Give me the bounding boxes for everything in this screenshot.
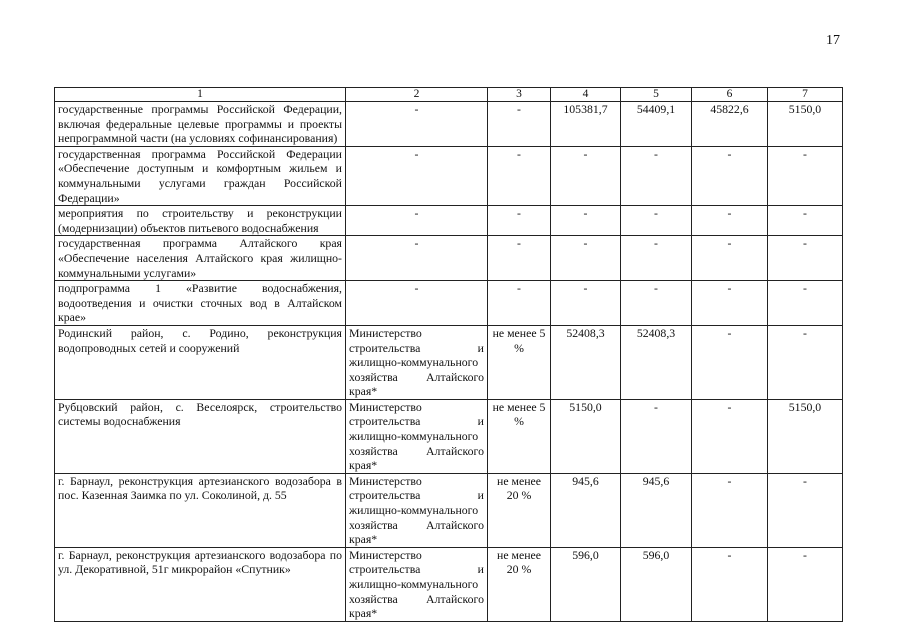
- year-amount-cell: -: [621, 399, 692, 473]
- year-amount-cell: -: [692, 325, 768, 399]
- year-amount-cell: -: [621, 146, 692, 205]
- year-amount-cell: -: [692, 473, 768, 547]
- total-amount-cell: -: [551, 281, 621, 326]
- year-amount-cell: -: [621, 236, 692, 281]
- cofinancing-cell: -: [488, 102, 551, 147]
- program-name-cell: государственная программа Российской Федерации «Обеспечение доступным и комфортным жильем и коммунальными услугами граждан Российской Федерации»: [55, 146, 346, 205]
- year-amount-cell: -: [768, 206, 843, 236]
- total-amount-cell: 945,6: [551, 473, 621, 547]
- cofinancing-cell: не менее 20 %: [488, 547, 551, 621]
- program-name-cell: мероприятия по строительству и реконструкции (модернизации) объектов питьевого водоснабжения: [55, 206, 346, 236]
- year-amount-cell: -: [768, 325, 843, 399]
- program-name-cell: государственные программы Российской Федерации, включая федеральные целевые программы и проекты непрограммной части (на условиях софинансирования): [55, 102, 346, 147]
- cofinancing-cell: -: [488, 206, 551, 236]
- total-amount-cell: -: [551, 146, 621, 205]
- total-amount-cell: 5150,0: [551, 399, 621, 473]
- year-amount-cell: -: [621, 281, 692, 326]
- column-header: 6: [692, 88, 768, 102]
- table-row: [55, 547, 843, 621]
- year-amount-cell: -: [692, 547, 768, 621]
- year-amount-cell: 945,6: [621, 473, 692, 547]
- table-row: [55, 146, 843, 205]
- total-amount-cell: 105381,7: [551, 102, 621, 147]
- program-name-cell: Рубцовский район, с. Веселоярск, строительство системы водоснабжения: [55, 399, 346, 473]
- cofinancing-cell: -: [488, 236, 551, 281]
- executor-cell: -: [346, 102, 488, 147]
- program-name-cell: Родинский район, с. Родино, реконструкция водопроводных сетей и сооружений: [55, 325, 346, 399]
- table-row: [55, 206, 843, 236]
- executor-cell: -: [346, 281, 488, 326]
- year-amount-cell: -: [692, 206, 768, 236]
- program-name-cell: подпрограмма 1 «Развитие водоснабжения, водоотведения и очистки сточных вод в Алтайском крае»: [55, 281, 346, 326]
- year-amount-cell: -: [621, 206, 692, 236]
- executor-cell: Министерство строительства и жилищно-коммунального хозяйства Алтайского края*: [346, 473, 488, 547]
- year-amount-cell: -: [768, 281, 843, 326]
- column-header: 2: [346, 88, 488, 102]
- column-header: 4: [551, 88, 621, 102]
- year-amount-cell: -: [768, 146, 843, 205]
- year-amount-cell: -: [692, 281, 768, 326]
- year-amount-cell: 45822,6: [692, 102, 768, 147]
- budget-table: [54, 87, 843, 622]
- total-amount-cell: 52408,3: [551, 325, 621, 399]
- table-row: [55, 473, 843, 547]
- year-amount-cell: 5150,0: [768, 399, 843, 473]
- year-amount-cell: -: [692, 399, 768, 473]
- year-amount-cell: -: [692, 146, 768, 205]
- table-row: [55, 281, 843, 326]
- total-amount-cell: -: [551, 236, 621, 281]
- year-amount-cell: 54409,1: [621, 102, 692, 147]
- cofinancing-cell: не менее 5 %: [488, 399, 551, 473]
- year-amount-cell: -: [768, 236, 843, 281]
- total-amount-cell: -: [551, 206, 621, 236]
- year-amount-cell: 596,0: [621, 547, 692, 621]
- page-number: 17: [826, 33, 840, 48]
- table-row: [55, 236, 843, 281]
- table-row: [55, 399, 843, 473]
- column-header: 7: [768, 88, 843, 102]
- table-row: [55, 102, 843, 147]
- table-row: [55, 325, 843, 399]
- column-header: 3: [488, 88, 551, 102]
- program-name-cell: г. Барнаул, реконструкция артезианского водозабора в пос. Казенная Заимка по ул. Соколиной, д. 55: [55, 473, 346, 547]
- column-header: 5: [621, 88, 692, 102]
- total-amount-cell: 596,0: [551, 547, 621, 621]
- year-amount-cell: -: [768, 547, 843, 621]
- cofinancing-cell: -: [488, 281, 551, 326]
- column-header: 1: [55, 88, 346, 102]
- program-name-cell: государственная программа Алтайского края «Обеспечение населения Алтайского края жилищно-коммунальными услугами»: [55, 236, 346, 281]
- cofinancing-cell: -: [488, 146, 551, 205]
- executor-cell: -: [346, 146, 488, 205]
- executor-cell: Министерство строительства и жилищно-коммунального хозяйства Алтайского края*: [346, 325, 488, 399]
- year-amount-cell: 52408,3: [621, 325, 692, 399]
- executor-cell: Министерство строительства и жилищно-коммунального хозяйства Алтайского края*: [346, 547, 488, 621]
- program-name-cell: г. Барнаул, реконструкция артезианского водозабора по ул. Декоративной, 51г микрорайон «Спутник»: [55, 547, 346, 621]
- year-amount-cell: -: [692, 236, 768, 281]
- header-row: [55, 88, 843, 102]
- cofinancing-cell: не менее 5 %: [488, 325, 551, 399]
- year-amount-cell: -: [768, 473, 843, 547]
- cofinancing-cell: не менее 20 %: [488, 473, 551, 547]
- executor-cell: -: [346, 236, 488, 281]
- executor-cell: Министерство строительства и жилищно-коммунального хозяйства Алтайского края*: [346, 399, 488, 473]
- year-amount-cell: 5150,0: [768, 102, 843, 147]
- executor-cell: -: [346, 206, 488, 236]
